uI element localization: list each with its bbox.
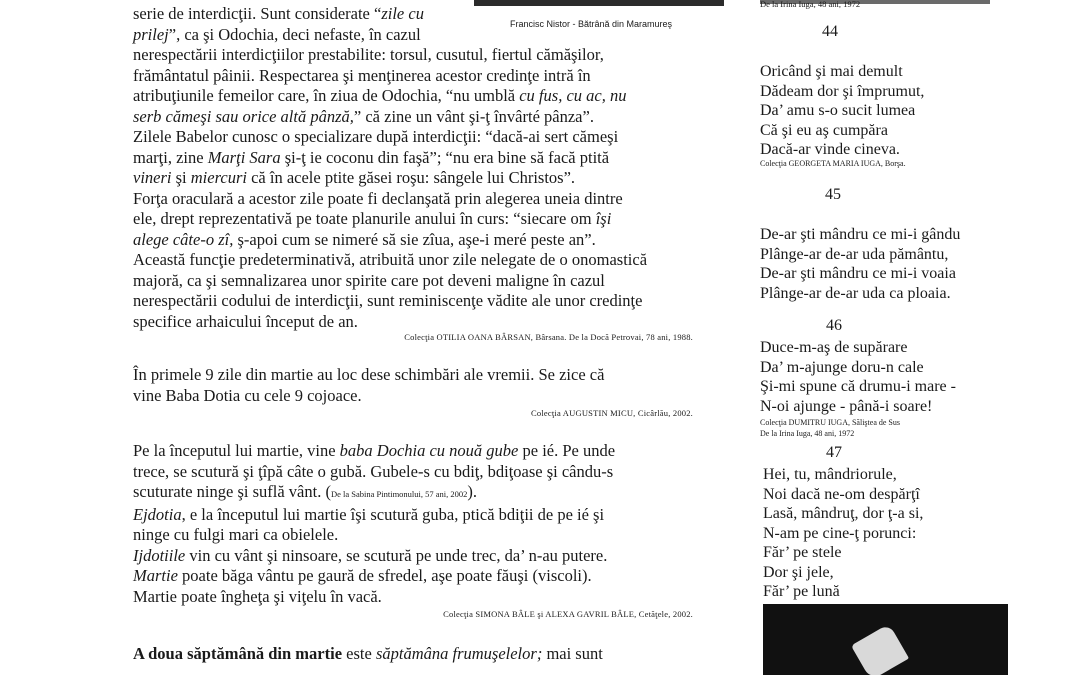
- verse-44: Oricând şi mai demult Dădeam dor şi împrumut, Da’ amu s-o sucit lumea Că şi eu aş cumpăra Dacă-ar vinde cineva.: [760, 63, 925, 158]
- collection-credit: Colecţia OTILIA OANA BÂRSAN, Bârsana. De la Docă Petrovai, 78 ani, 1988.: [404, 332, 693, 342]
- verse-number: 45: [825, 186, 841, 203]
- collection-credit: Colecţia SIMONA BÂLE şi ALEXA GAVRIL BÂLE, Cetăţele, 2002.: [443, 609, 693, 619]
- paragraph-second-week: A doua săptămână din martie este săptămâna frumuşelelor; mai sunt: [133, 644, 603, 663]
- verse-number: 46: [826, 317, 842, 334]
- left-column: [133, 0, 723, 665]
- collection-credit: De la Irina Iuga, 48 ani, 1972: [760, 429, 855, 438]
- figure-caption: Francisc Nistor - Bătrână din Maramureş: [510, 19, 673, 29]
- verse-number: 47: [826, 444, 842, 461]
- bottom-photo: [763, 604, 1008, 675]
- paragraph-baba-dotia: În primele 9 zile din martie au loc dese schimbări ale vremii. Se zice că vine Baba Dotia cu cele 9 cojoace.: [133, 365, 605, 405]
- paragraph-interdictions: serie de interdicţii. Sunt considerate “zile cu prilej”, ca şi Odochia, deci nefaste, în cazul nerespectării interdicţiilor prestabilite: torsul, cusutul, fiertul cămăşilor, frământatul pâinii. Respectarea şi menţinerea acestor credinţe intră în atribuţiunile femeilor care, în ziua de Odochia, “nu umblă cu fus, cu ac, nu serb cămeşi sau orice altă pânză,” că zine un vânt şi-ţ învârté pânza”. Zilele Babelor cunosc o specializare după interdicţii: “dacă-ai sert cămeşi marţi, zine Marţi Sara şi-ţ ie coconu din faşă”; “nu era bine să facă ptită vineri şi miercuri că în acele ptite găsei roşu: sângele lui Christos”. Forţa oraculară a acestor zile poate fi declanşată prin alegerea uneia dintre ele, drept reprezentativă pe toate planurile anului în curs: “siecare om îşi alege câte-o zî, ş-apoi cum se nimeré să sie zîua, aşe-i meré peste an”. Această funcţie predeterminativă, atribuită unor zile nelegate de o onomastică majoră, ca şi semnalizarea unor spirite care pot deveni maligne în cazul nerespectării codului de interdicţii, sunt reminiscenţe vădite ale unor credinţe specifice arhaicului început de an.: [133, 4, 648, 331]
- verse-number: 44: [822, 23, 838, 40]
- photo-object: [851, 624, 909, 675]
- verse-45: De-ar şti mândru ce mi-i gându Plânge-ar de-ar uda pământu, De-ar şti mândru ce mi-i voaia Plânge-ar de-ar uda ca ploaia.: [760, 226, 961, 302]
- collection-credit: Colecţia GEORGETA MARIA IUGA, Borşa.: [760, 159, 906, 168]
- collection-credit: Colecţia DUMITRU IUGA, Săliştea de Sus: [760, 418, 900, 427]
- paragraph-baba-dochia: Pe la începutul lui martie, vine baba Dochia cu nouă gube pe ié. Pe unde trece, se scutură şi ţîpă câte o gubă. Gubele-s cu bdiţ, bdiţoase şi cându-s scuturate ninge şi suflă vânt. (De la Sabina Pintimonului, 57 ani, 2002). Ejdotia, e la începutul lui martie îşi scutură guba, ptică bdiţii de pe ié şi ninge cu fulgi mari ca obielele. Ijdotiile vin cu vânt şi ninsoare, se scutură pe unde trec, da’ n-au putere. Martie poate băga vântu pe gaură de sfredel, aşe poate făuşi (viscoli). Martie poate îngheţa şi viţelu în vacă.: [133, 441, 616, 606]
- verse-46: Duce-m-aş de supărare Da’ m-ajunge doru-n cale Şi-mi spune că drumu-i mare - N-oi ajunge - până-i soare!: [760, 339, 956, 415]
- collection-credit: De la Irina Iuga, 48 ani, 1972: [760, 0, 861, 9]
- collection-credit: Colecţia AUGUSTIN MICU, Cicârlău, 2002.: [531, 408, 693, 418]
- verse-47: Hei, tu, mândriorule, Noi dacă ne-om despărţî Lasă, mândruţ, dor ţ-a si, N-am pe cine-ţ porunci: Făr’ pe stele Dor şi jele, Făr’ pe lună: [763, 466, 924, 600]
